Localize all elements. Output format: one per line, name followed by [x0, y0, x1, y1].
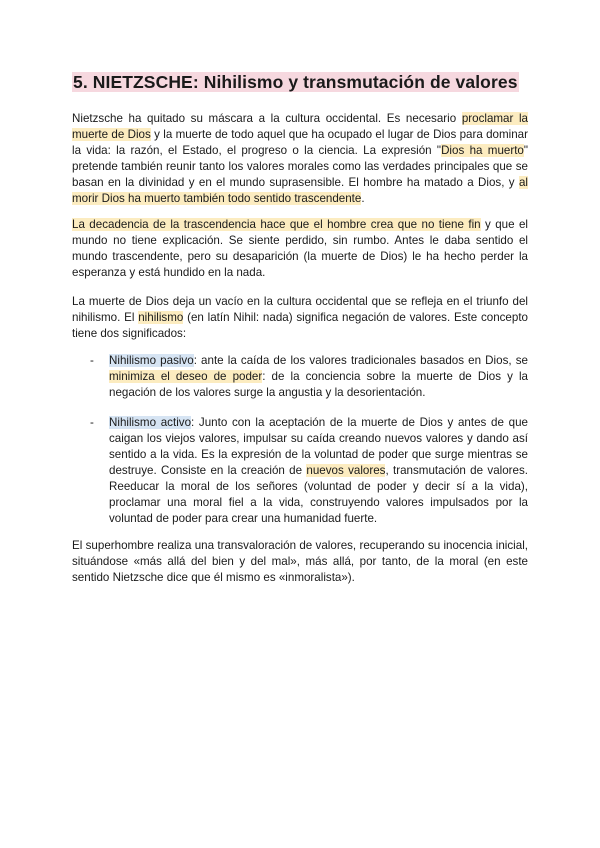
text: : Junto con la aceptación de la muerte de Dios y antes de que caigan los viejos valores, impulsar su caída creando nuevos valores y dando así sentido a la vida. Es la expresión de la voluntad de poder que surge mientras se destruye. Consiste en la creación de: [109, 416, 528, 477]
paragraph-decadence: [72, 217, 528, 281]
paragraph-death-of-god: [72, 111, 528, 207]
bullet-item-passive: [72, 353, 528, 401]
highlight-decadencia: La decadencia de la trascendencia hace que el hombre crea que no tiene fin: [72, 218, 481, 231]
highlight-deseo-de-poder: minimiza el deseo de poder: [109, 370, 263, 383]
bullet-text: [109, 353, 528, 401]
text: Nietzsche ha quitado su máscara a la cultura occidental. Es necesario: [72, 112, 462, 125]
bullet-text: [109, 415, 528, 527]
text: (en latín Nihil: nada) significa negación de valores. Este concepto tiene dos significados:: [72, 311, 528, 340]
highlight-term-activo: Nihilismo activo: [109, 416, 192, 429]
paragraph-superman: El superhombre realiza una transvaloración de valores, recuperando su inocencia inicial, situándose «más allá del bien y del mal», más allá, por tanto, de la moral (en este sentido Nietzsche dice que él mismo es «inmoralista»).: [72, 539, 528, 584]
paragraph-nihilism: [72, 294, 528, 342]
text: : de la conciencia sobre la muerte de Dios y la negación de los valores surge la angustia y la desorientación.: [109, 370, 529, 399]
bullet-item-active: [72, 415, 528, 527]
highlight-dios-ha-muerto: Dios ha muerto: [441, 144, 524, 157]
text: y que el mundo no tiene explicación. Se siente perdido, sin rumbo. Antes le daba sentido el mundo trascendente, pero su desaparición (la muerte de Dios) le ha hecho perder la esperanza y está hundido en la nada.: [72, 218, 528, 279]
highlight-proclamar: proclamar la muerte de Dios: [72, 112, 528, 141]
highlight-term-pasivo: Nihilismo pasivo: [109, 354, 194, 367]
bullet-dash: -: [90, 416, 94, 429]
highlight-nihilismo: nihilismo: [138, 311, 184, 324]
highlight-sentido-trascendente: al morir Dios ha muerto también todo sentido trascendente: [72, 176, 528, 205]
text: , transmutación de valores. Reeducar la moral de los señores (voluntad de poder y decir sí a la vida), proclamar una moral fiel a la vida, construyendo valores impulsados por la voluntad de poder para crear una humanidad fuerte.: [109, 464, 528, 525]
bullet-dash: -: [90, 354, 94, 367]
text: " pretende también reunir tanto los valores morales como las verdades principales que se basan en la divinidad y en el mundo suprasensible. El hombre ha matado a Dios, y: [72, 144, 528, 189]
highlight-nuevos-valores: nuevos valores: [306, 464, 386, 477]
text: : ante la caída de los valores tradicionales basados en Dios, se: [193, 354, 528, 367]
text: .: [361, 192, 365, 205]
section-title-text: 5. NIETZSCHE: Nihilismo y transmutación de valores: [73, 72, 518, 92]
section-title: [72, 71, 519, 93]
text: y la muerte de todo aquel que ha ocupado el lugar de Dios para dominar la vida: la razón, el Estado, el progreso o la ciencia. La expresión ": [72, 128, 528, 157]
text: La muerte de Dios deja un vacío en la cultura occidental que se refleja en el triunfo del nihilismo. El: [72, 295, 528, 324]
